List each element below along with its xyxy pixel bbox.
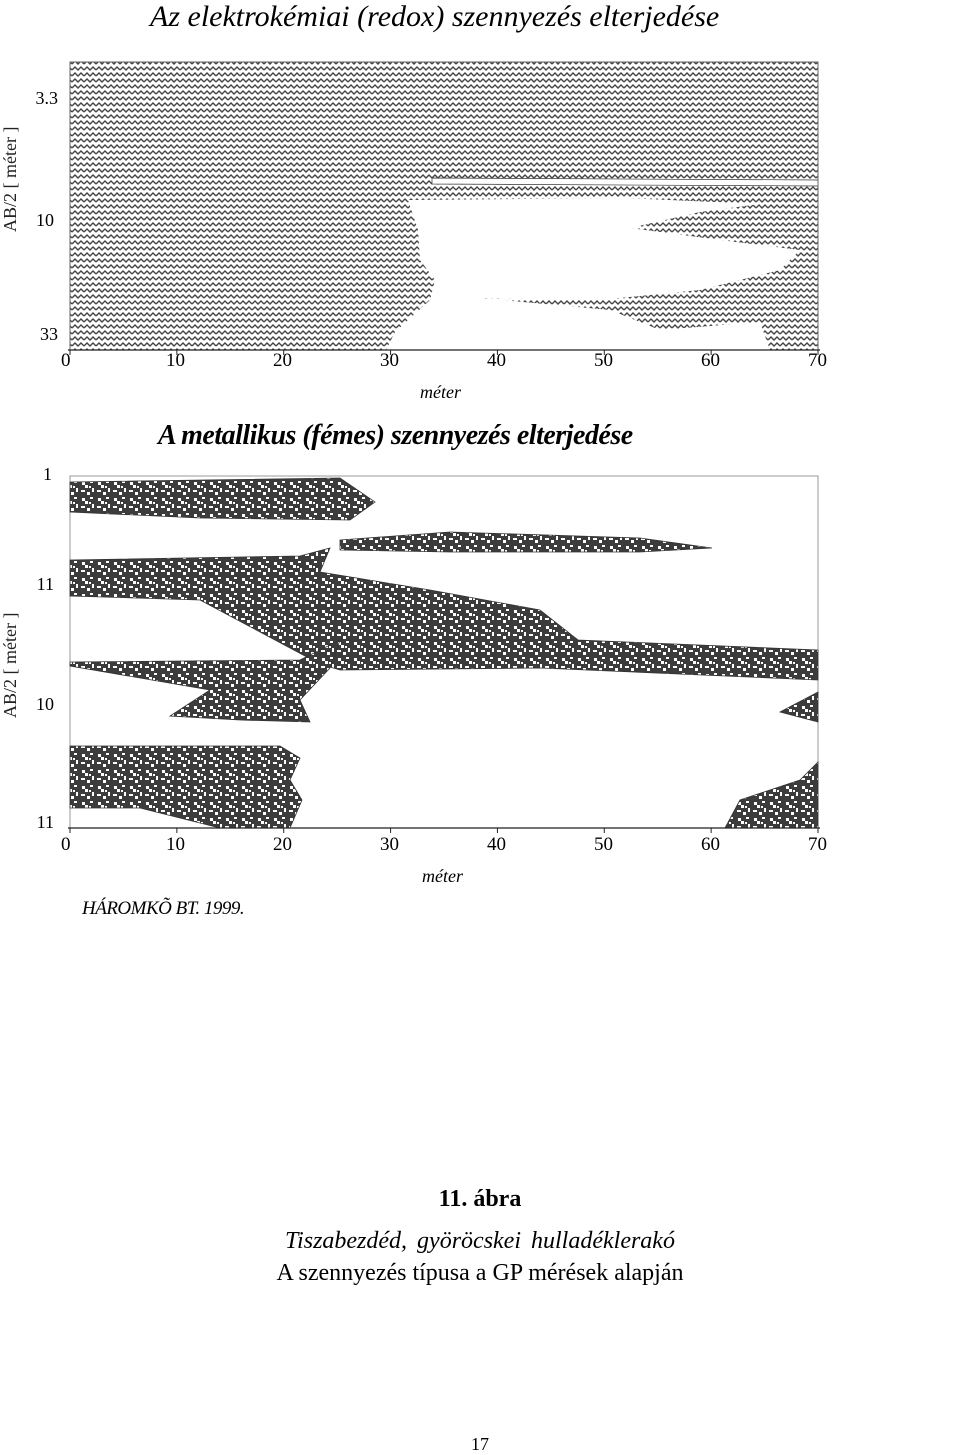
credit-text: HÁROMKÕ BT. 1999.	[82, 898, 245, 919]
metallic-y-tick: 11	[36, 574, 54, 594]
redox-y-axis-label: AB/2 [ méter ]	[0, 126, 20, 232]
redox-x-tick: 10	[166, 350, 185, 371]
redox-x-axis-label: méter	[420, 382, 461, 402]
redox-x-tick: 60	[701, 350, 720, 371]
redox-x-tick: 50	[594, 350, 613, 371]
metallic-x-tick: 50	[594, 834, 613, 855]
metallic-x-tick: 60	[701, 834, 720, 855]
metallic-x-tick: 20	[273, 834, 292, 855]
redox-x-tick: 0	[61, 350, 71, 371]
metallic-y-tick: 1	[43, 464, 52, 484]
redox-y-tick: 33	[40, 324, 58, 344]
redox-x-tick: 70	[808, 350, 827, 371]
metallic-chart-title: A metallikus (fémes) szennyezés elterjedése	[158, 420, 633, 451]
redox-x-tick: 20	[273, 350, 292, 371]
metallic-x-tick: 40	[487, 834, 506, 855]
caption-location: Tiszabezdéd, györöcskei hulladéklerakó	[285, 1228, 675, 1254]
redox-y-tick: 3.3	[35, 88, 58, 108]
redox-y-tick: 10	[36, 210, 54, 230]
metallic-body-1	[70, 478, 375, 520]
metallic-x-tick: 10	[166, 834, 185, 855]
page-number: 17	[471, 1434, 489, 1454]
metallic-x-tick: 70	[808, 834, 827, 855]
metallic-x-axis-label: méter	[422, 866, 463, 886]
metallic-chart	[68, 476, 820, 828]
redox-x-tick: 40	[487, 350, 506, 371]
redox-x-tick: 30	[380, 350, 399, 371]
metallic-y-tick: 10	[36, 694, 54, 714]
metallic-y-tick: 11	[36, 812, 54, 832]
caption-description: A szennyezés típusa a GP mérések alapján	[276, 1260, 684, 1286]
metallic-x-tick: 0	[61, 834, 71, 855]
metallic-y-axis-label: AB/2 [ méter ]	[0, 612, 20, 718]
redox-chart-title: Az elektrokémiai (redox) szennyezés elterjedése	[150, 0, 720, 33]
redox-chart	[68, 62, 820, 350]
figure-number: 11. ábra	[438, 1186, 522, 1212]
metallic-x-tick: 30	[380, 834, 399, 855]
